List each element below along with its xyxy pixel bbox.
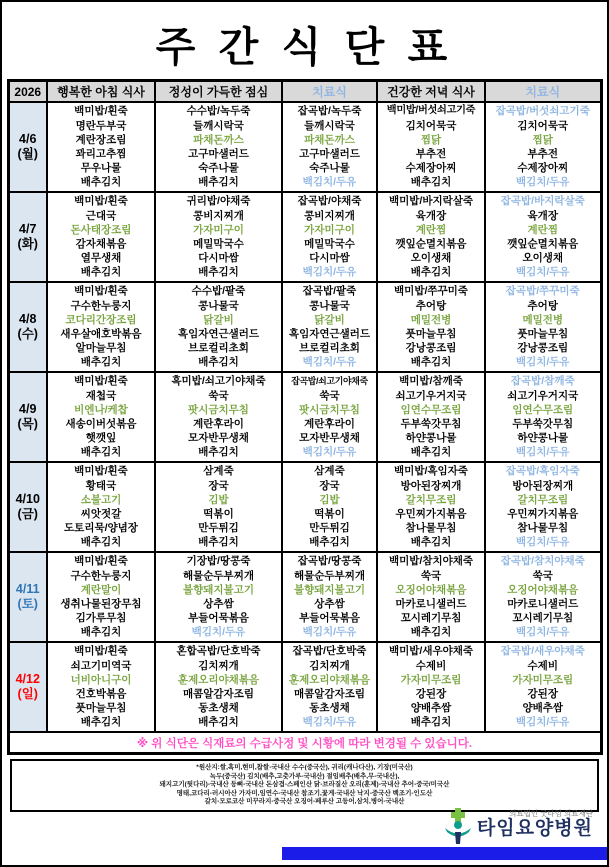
menu-item: 백미밥/바지락살죽 bbox=[388, 195, 474, 208]
meal-cell bbox=[485, 192, 601, 282]
menu-item: 수제장아찌 bbox=[405, 162, 457, 175]
menu-item: 부추전 bbox=[527, 148, 558, 160]
date-cell bbox=[8, 102, 47, 192]
menu-row bbox=[8, 192, 601, 282]
menu-item: 잡곡밥/참치야채죽 bbox=[500, 555, 585, 568]
logo-texts bbox=[477, 808, 593, 839]
menu-item: 참나물무침 bbox=[405, 522, 457, 535]
date-number: 4/6 bbox=[19, 132, 37, 146]
menu-item: 백미밥/흰죽 bbox=[74, 105, 128, 118]
menu-row bbox=[8, 642, 601, 732]
menu-item: 수제비 bbox=[415, 659, 447, 672]
menu-item: 백미밥/흰죽 bbox=[74, 375, 128, 388]
menu-item: 브로컬리초회 bbox=[188, 342, 249, 355]
menu-item: 백미밥/참깨죽 bbox=[399, 375, 463, 388]
menu-item: 잡곡밥/흑임자죽 bbox=[505, 465, 580, 478]
meal-cell bbox=[47, 102, 155, 192]
origin-line: 녹두(중국산) 김치(배추,고춧가루-국내산) 절임배추(배추,무-국내산), bbox=[209, 772, 400, 780]
menu-table bbox=[7, 79, 603, 755]
menu-item: 강낭콩조림 bbox=[517, 342, 569, 355]
menu-item: 강낭콩조림 bbox=[405, 342, 457, 355]
menu-item: 콩비지찌개 bbox=[193, 209, 244, 222]
menu-item: 배추김치 bbox=[198, 266, 239, 279]
menu-item: 김치어묵국 bbox=[405, 119, 457, 132]
menu-item: 배추김치 bbox=[198, 446, 239, 459]
menu-item: 우민찌가지볶음 bbox=[395, 508, 467, 520]
menu-item: 모자반무생채 bbox=[188, 432, 249, 445]
meal-cell bbox=[485, 282, 601, 372]
menu-item: 김치어묵국 bbox=[517, 119, 569, 132]
menu-item: 동초생채 bbox=[198, 702, 239, 715]
menu-item: 가자미무조림 bbox=[512, 673, 574, 686]
menu-item: 두부쑥갓무침 bbox=[512, 418, 574, 430]
meal-cell bbox=[282, 372, 377, 462]
menu-item: 햇깻잎 bbox=[85, 432, 117, 445]
menu-item: 갈치무조림 bbox=[517, 493, 569, 506]
menu-row bbox=[8, 372, 601, 462]
menu-item: 도토리묵/양념장 bbox=[64, 522, 138, 535]
menu-item: 배추김치 bbox=[80, 716, 122, 729]
menu-item: 닭갈비 bbox=[203, 313, 234, 326]
menu-item: 매콤알감자조림 bbox=[182, 688, 254, 700]
menu-item: 떡볶이 bbox=[203, 508, 234, 520]
column-header: 건강한 저녁 식사 bbox=[377, 81, 485, 103]
date-number: 4/10 bbox=[15, 492, 40, 506]
meal-cell bbox=[155, 372, 282, 462]
meal-cell bbox=[282, 552, 377, 642]
meal-cell bbox=[155, 192, 282, 282]
menu-item: 양배추쌈 bbox=[522, 702, 564, 715]
menu-item: 새송이버섯볶음 bbox=[65, 418, 137, 430]
menu-item: 꽈리고추찜 bbox=[75, 148, 127, 160]
weekday-label: (토) bbox=[17, 597, 38, 611]
menu-item: 육개장 bbox=[415, 209, 447, 222]
meal-cell bbox=[377, 192, 485, 282]
menu-item: 배추김치 bbox=[80, 266, 122, 279]
menu-item: 계란장조림 bbox=[75, 133, 127, 146]
menu-item: 감자채볶음 bbox=[75, 238, 127, 250]
origin-line: 명태,코다리-러시아산 가자미,임연수-국내산 참조기,꽃게-국내산 낙지-중국산 백조기-인도산 bbox=[176, 789, 433, 797]
menu-item: 오징어야채볶음 bbox=[507, 583, 579, 596]
menu-item: 쑥국 bbox=[319, 389, 340, 402]
menu-item: 쇠고기우거지국 bbox=[507, 389, 579, 402]
menu-item: 다시마쌈 bbox=[198, 252, 239, 265]
menu-item: 배추김치 bbox=[410, 446, 452, 459]
menu-item: 김치찌개 bbox=[309, 659, 350, 672]
menu-item: 귀리밥/야채죽 bbox=[186, 195, 251, 208]
menu-item: 잡곡밥/버섯쇠고기죽 bbox=[495, 105, 590, 118]
menu-item: 비엔나/케찹 bbox=[74, 403, 128, 416]
meal-cell bbox=[155, 552, 282, 642]
weekday-label: (화) bbox=[17, 237, 38, 251]
meal-cell bbox=[485, 102, 601, 192]
menu-item: 김치찌개 bbox=[198, 659, 239, 672]
menu-item: 훈제오리야채볶음 bbox=[177, 673, 260, 686]
menu-item: 팟시금치무침 bbox=[188, 403, 249, 416]
menu-item: 쑥국 bbox=[532, 569, 553, 582]
menu-item: 메밀막국수 bbox=[304, 238, 355, 250]
menu-item: 상추쌈 bbox=[203, 598, 234, 610]
menu-item: 풋마늘무침 bbox=[517, 328, 569, 340]
menu-item: 동초생채 bbox=[309, 702, 350, 715]
menu-row bbox=[8, 462, 601, 552]
menu-item: 김밥 bbox=[319, 493, 340, 506]
date-cell bbox=[8, 462, 47, 552]
menu-item: 백김치/두유 bbox=[515, 446, 570, 459]
menu-item: 계란후라이 bbox=[304, 418, 355, 430]
menu-item: 김가루무침 bbox=[75, 612, 127, 625]
menu-item: 백김치/두유 bbox=[302, 176, 357, 189]
hospital-person-cross-icon bbox=[443, 808, 473, 844]
menu-item: 백김치/두유 bbox=[515, 536, 570, 549]
menu-item: 잡곡밥/쇠고기야채죽 bbox=[291, 376, 368, 387]
origin-line: 돼지고기(뒷다리)-국내산 등뼈-국내산 돈삼겹-스페인산 닭-브라질산 오리(훈제)-국내산 추어-중국/미국산 bbox=[159, 781, 450, 789]
menu-item: 쑥국 bbox=[208, 389, 229, 402]
meal-cell bbox=[282, 192, 377, 282]
meal-cell bbox=[155, 282, 282, 372]
menu-item: 깻잎순멸치볶음 bbox=[507, 238, 579, 250]
weekday-label: (일) bbox=[17, 687, 38, 701]
menu-item: 배추김치 bbox=[80, 626, 122, 639]
menu-item: 잡곡밥/땅콩죽 bbox=[297, 555, 362, 568]
origin-line: 갈치-모로코산 미꾸라지-중국산 오징어-페루산 고등어,삼치,병어-국내산 bbox=[204, 798, 405, 806]
meal-cell bbox=[47, 192, 155, 282]
menu-item: 배추김치 bbox=[80, 536, 122, 549]
menu-item: 고구마샐러드 bbox=[299, 148, 360, 160]
menu-item: 떡볶이 bbox=[314, 508, 345, 520]
weekday-label: (수) bbox=[17, 327, 38, 341]
menu-item: 콩나물국 bbox=[198, 299, 239, 312]
menu-item: 해물순두부찌개 bbox=[182, 569, 254, 582]
meal-cell bbox=[282, 102, 377, 192]
menu-item: 가자미무조림 bbox=[400, 673, 462, 686]
menu-item: 배추김치 bbox=[80, 176, 122, 189]
menu-item: 김밥 bbox=[208, 493, 229, 506]
menu-item: 잡곡밥/녹두죽 bbox=[297, 105, 362, 118]
menu-item: 추어탕 bbox=[527, 299, 558, 312]
menu-item: 백미밥/흰죽 bbox=[74, 195, 128, 208]
date-number: 4/12 bbox=[15, 672, 40, 686]
menu-item: 백미밥/쭈꾸미죽 bbox=[394, 285, 468, 298]
menu-item: 풋마늘무침 bbox=[405, 328, 457, 340]
menu-item: 백김치/두유 bbox=[515, 356, 570, 369]
menu-item: 다시마쌈 bbox=[309, 252, 350, 265]
menu-item: 매콤알감자조림 bbox=[293, 688, 365, 700]
menu-item: 들깨시락국 bbox=[304, 119, 355, 132]
origin-line: *원산지:쌀,흑미,현미,찹쌀-국내산 수수(중국산), 귀리(캐나다산), 기장(미국산) bbox=[196, 764, 413, 771]
menu-item: 부추전 bbox=[415, 148, 447, 160]
column-header: 치료식 bbox=[282, 81, 377, 103]
menu-item: 불향돼지불고기 bbox=[182, 583, 254, 596]
menu-item: 고구마샐러드 bbox=[188, 148, 249, 160]
menu-item: 장국 bbox=[319, 479, 340, 492]
column-header: 정성이 가득한 점심 bbox=[155, 81, 282, 103]
menu-item: 방아된장찌개 bbox=[400, 479, 462, 492]
column-header: 행복한 아침 식사 bbox=[47, 81, 155, 103]
menu-item: 배추김치 bbox=[410, 176, 452, 189]
menu-item: 씨앗젓갈 bbox=[80, 508, 122, 520]
menu-item: 훈제오리야채볶음 bbox=[288, 673, 371, 686]
menu-item: 잡곡밥/팥죽 bbox=[302, 285, 357, 298]
bottom-bar bbox=[282, 847, 607, 860]
menu-item: 배추김치 bbox=[80, 356, 122, 369]
menu-item: 배추김치 bbox=[309, 536, 350, 549]
menu-item: 만두튀김 bbox=[309, 522, 350, 535]
weekday-label: (목) bbox=[17, 417, 38, 431]
menu-item: 오이생채 bbox=[410, 252, 452, 265]
menu-item: 파채돈까스 bbox=[193, 133, 244, 146]
menu-item: 수제장아찌 bbox=[517, 162, 569, 175]
menu-item: 기장밥/땅콩죽 bbox=[186, 555, 251, 568]
menu-item: 계란찜 bbox=[415, 223, 447, 236]
date-number: 4/7 bbox=[19, 222, 37, 236]
meal-cell bbox=[155, 462, 282, 552]
menu-item: 메밀전병 bbox=[522, 313, 564, 326]
menu-item: 잡곡밥/새우야채죽 bbox=[500, 645, 585, 658]
menu-item: 가자미구이 bbox=[193, 223, 244, 236]
menu-item: 배추김치 bbox=[198, 356, 239, 369]
menu-item: 혼합곡밥/단호박죽 bbox=[176, 645, 261, 658]
menu-item: 건호박볶음 bbox=[75, 688, 127, 700]
menu-item: 무우나물 bbox=[80, 162, 122, 175]
menu-item: 숙주나물 bbox=[309, 162, 350, 175]
date-cell bbox=[8, 192, 47, 282]
menu-item: 콩나물국 bbox=[309, 299, 350, 312]
meal-cell bbox=[47, 642, 155, 732]
menu-item: 수수밥/팥죽 bbox=[191, 285, 246, 298]
menu-item: 마카로니샐러드 bbox=[507, 598, 579, 610]
menu-item: 잡곡밥/참깨죽 bbox=[510, 375, 575, 388]
menu-item: 찜닭 bbox=[420, 133, 442, 146]
menu-item: 백미밥/흰죽 bbox=[74, 285, 128, 298]
menu-item: 모자반무생채 bbox=[299, 432, 360, 445]
header-row bbox=[8, 81, 601, 103]
menu-item: 생취나물된장무침 bbox=[60, 598, 142, 610]
menu-item: 백김치/두유 bbox=[302, 716, 357, 729]
menu-item: 방아된장찌개 bbox=[512, 479, 574, 492]
menu-item: 백김치/두유 bbox=[302, 266, 357, 279]
menu-item: 메밀전병 bbox=[410, 313, 452, 326]
menu-item: 배추김치 bbox=[410, 626, 452, 639]
menu-item: 하얀콩나물 bbox=[405, 432, 457, 445]
menu-item: 삼계죽 bbox=[203, 465, 234, 478]
menu-item: 임연수무조림 bbox=[400, 403, 462, 416]
menu-item: 소불고기 bbox=[80, 493, 122, 506]
menu-item: 마카로니샐러드 bbox=[395, 598, 467, 610]
logo-org-name: 의료법인 굿타임 의료재단 bbox=[509, 809, 593, 818]
menu-item: 강된장 bbox=[415, 688, 447, 700]
weekday-label: (월) bbox=[17, 147, 38, 161]
hospital-logo bbox=[443, 808, 593, 844]
meal-cell bbox=[47, 282, 155, 372]
date-number: 4/9 bbox=[19, 402, 37, 416]
column-header: 치료식 bbox=[485, 81, 601, 103]
menu-item: 계란후라이 bbox=[193, 418, 244, 430]
menu-item: 들깨시락국 bbox=[193, 119, 244, 132]
meal-cell bbox=[485, 462, 601, 552]
menu-item: 해물순두부찌개 bbox=[293, 569, 365, 582]
menu-body bbox=[8, 102, 601, 732]
meal-cell bbox=[282, 642, 377, 732]
menu-item: 수수밥/녹두죽 bbox=[186, 105, 251, 118]
menu-item: 백미밥/흰죽 bbox=[74, 555, 128, 568]
menu-item: 상추쌈 bbox=[314, 598, 345, 610]
menu-item: 재첩국 bbox=[85, 389, 117, 402]
menu-item: 백김치/두유 bbox=[515, 716, 570, 729]
menu-item: 배추김치 bbox=[410, 536, 452, 549]
meal-cell bbox=[377, 372, 485, 462]
menu-item: 잡곡밥/바지락살죽 bbox=[500, 195, 585, 208]
menu-item: 백미밥/흰죽 bbox=[74, 645, 128, 658]
menu-item: 추어탕 bbox=[415, 299, 447, 312]
origin-info-box bbox=[10, 759, 599, 812]
meal-cell bbox=[377, 282, 485, 372]
date-number: 4/8 bbox=[19, 312, 37, 326]
meal-cell bbox=[485, 642, 601, 732]
menu-item: 알마늘무침 bbox=[75, 342, 127, 355]
menu-item: 두부쑥갓무침 bbox=[400, 418, 462, 430]
date-cell bbox=[8, 282, 47, 372]
page-title: 주 간 식 단 표 bbox=[155, 24, 454, 70]
menu-item: 팟시금치무침 bbox=[299, 403, 360, 416]
meal-cell bbox=[282, 462, 377, 552]
menu-item: 만두튀김 bbox=[198, 522, 239, 535]
menu-item: 백김치/두유 bbox=[515, 626, 570, 639]
meal-cell bbox=[47, 462, 155, 552]
menu-item: 오징어야채볶음 bbox=[395, 583, 467, 596]
menu-item: 메밀막국수 bbox=[193, 238, 244, 250]
menu-item: 백미밥/버섯쇠고기죽 bbox=[386, 105, 476, 117]
menu-item: 명란두부국 bbox=[75, 119, 127, 132]
menu-item: 근대국 bbox=[85, 209, 117, 222]
menu-item: 하얀콩나물 bbox=[517, 432, 569, 445]
menu-item: 배추김치 bbox=[410, 356, 452, 369]
menu-item: 계란말이 bbox=[80, 583, 122, 596]
menu-item: 백미밥/흑임자죽 bbox=[394, 465, 468, 478]
menu-item: 삼계죽 bbox=[314, 465, 345, 478]
menu-row bbox=[8, 282, 601, 372]
meal-cell bbox=[377, 642, 485, 732]
meal-cell bbox=[155, 642, 282, 732]
menu-item: 흑임자연근샐러드 bbox=[288, 328, 371, 340]
weekday-label: (금) bbox=[17, 507, 38, 521]
menu-item: 배추김치 bbox=[410, 266, 452, 279]
notice-text: ※ 위 식단은 식재료의 수급사정 및 시황에 따라 변경될 수 있습니다. bbox=[8, 732, 601, 754]
menu-item: 코다리간장조림 bbox=[65, 313, 137, 326]
menu-item: 흑임자연근샐러드 bbox=[177, 328, 260, 340]
meal-cell bbox=[47, 372, 155, 462]
menu-item: 황태국 bbox=[85, 479, 117, 492]
menu-item: 닭갈비 bbox=[314, 313, 345, 326]
menu-item: 쇠고기우거지국 bbox=[395, 389, 467, 402]
menu-item: 백김치/두유 bbox=[302, 626, 357, 639]
menu-item: 숙주나물 bbox=[198, 162, 239, 175]
menu-item: 너비아니구이 bbox=[70, 673, 132, 686]
meal-cell bbox=[47, 552, 155, 642]
menu-item: 풋마늘무침 bbox=[75, 702, 127, 715]
menu-item: 배추김치 bbox=[80, 446, 122, 459]
menu-item: 가자미구이 bbox=[304, 223, 355, 236]
menu-item: 임연수무조림 bbox=[512, 403, 574, 416]
menu-item: 백미밥/새우야채죽 bbox=[388, 645, 474, 658]
meal-cell bbox=[485, 372, 601, 462]
menu-item: 백김치/두유 bbox=[302, 356, 357, 369]
menu-item: 양배추쌈 bbox=[410, 702, 452, 715]
menu-item: 콩비지찌개 bbox=[304, 209, 355, 222]
menu-item: 배추김치 bbox=[410, 716, 452, 729]
meal-cell bbox=[377, 102, 485, 192]
date-cell bbox=[8, 552, 47, 642]
date-cell bbox=[8, 642, 47, 732]
menu-item: 불향돼지불고기 bbox=[293, 583, 365, 596]
meal-cell bbox=[485, 552, 601, 642]
menu-item: 쇠고기미역국 bbox=[70, 659, 132, 672]
menu-item: 육개장 bbox=[527, 209, 558, 222]
menu-item: 강된장 bbox=[527, 688, 558, 700]
menu-item: 백미밥/참치야채죽 bbox=[388, 555, 474, 568]
menu-item: 열무생채 bbox=[80, 252, 122, 265]
menu-item: 찜닭 bbox=[532, 133, 553, 146]
menu-item: 새우살애호박볶음 bbox=[60, 328, 142, 340]
date-cell bbox=[8, 372, 47, 462]
menu-item: 백김치/두유 bbox=[515, 266, 570, 279]
menu-row bbox=[8, 552, 601, 642]
meal-cell bbox=[282, 282, 377, 372]
year-cell: 2026 bbox=[8, 81, 47, 103]
menu-item: 장국 bbox=[208, 479, 229, 492]
menu-item: 쑥국 bbox=[420, 569, 442, 582]
menu-item: 백김치/두유 bbox=[302, 446, 357, 459]
notice-row bbox=[8, 732, 601, 754]
menu-item: 우민찌가지볶음 bbox=[507, 508, 579, 520]
meal-cell bbox=[377, 462, 485, 552]
menu-item: 잡곡밥/야채죽 bbox=[297, 195, 362, 208]
menu-item: 돈사태장조림 bbox=[70, 223, 132, 236]
menu-item: 브로컬리초회 bbox=[299, 342, 360, 355]
menu-item: 참나물무침 bbox=[517, 522, 569, 535]
menu-item: 백김치/두유 bbox=[191, 626, 246, 639]
menu-row bbox=[8, 102, 601, 192]
menu-item: 흑미밥/쇠고기야채죽 bbox=[171, 375, 266, 388]
logo-hospital-name: 타임요양병원 bbox=[476, 818, 593, 839]
menu-item: 배추김치 bbox=[198, 536, 239, 549]
menu-item: 계란찜 bbox=[527, 223, 558, 236]
menu-item: 수제비 bbox=[527, 659, 558, 672]
menu-item: 오이생채 bbox=[522, 252, 564, 265]
menu-item: 배추김치 bbox=[198, 176, 239, 189]
menu-item: 꼬시레기무침 bbox=[512, 612, 574, 625]
menu-item: 잡곡밥/쭈꾸미죽 bbox=[505, 285, 580, 298]
menu-item: 백미밥/흰죽 bbox=[74, 465, 128, 478]
menu-item: 배추김치 bbox=[198, 716, 239, 729]
menu-item: 백김치/두유 bbox=[515, 176, 570, 189]
menu-item: 구수한누룽지 bbox=[70, 569, 132, 582]
meal-cell bbox=[155, 102, 282, 192]
menu-item: 부들어묵볶음 bbox=[299, 612, 360, 625]
date-number: 4/11 bbox=[15, 582, 40, 596]
menu-item: 구수한누룽지 bbox=[70, 299, 132, 312]
meal-cell bbox=[377, 552, 485, 642]
menu-item: 파채돈까스 bbox=[304, 133, 355, 146]
menu-item: 깻잎순멸치볶음 bbox=[395, 238, 467, 250]
menu-item: 부들어묵볶음 bbox=[188, 612, 249, 625]
menu-item: 잡곡밥/단호박죽 bbox=[292, 645, 367, 658]
menu-item: 갈치무조림 bbox=[405, 493, 457, 506]
menu-item: 꼬시레기무침 bbox=[400, 612, 462, 625]
